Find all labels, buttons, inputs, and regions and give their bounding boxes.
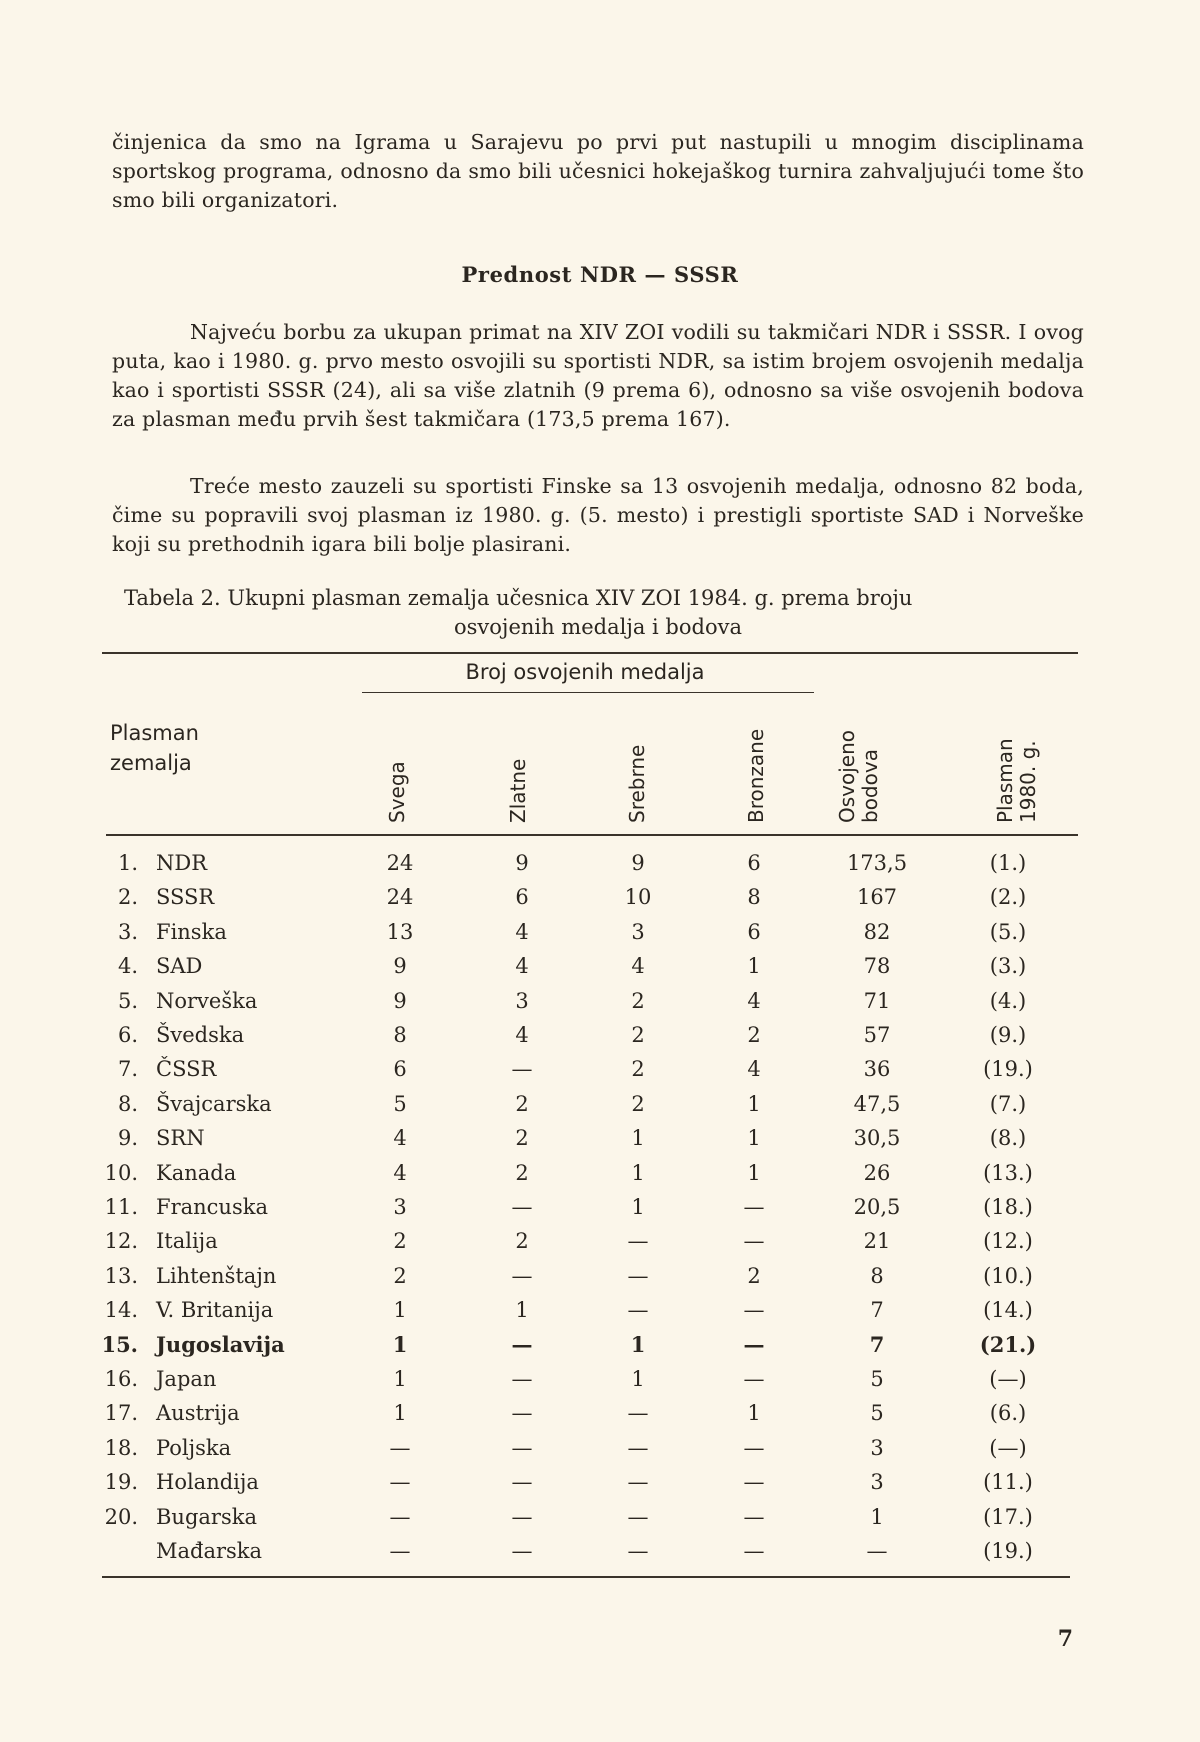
cell-plasman: (17.) <box>983 1504 1033 1529</box>
table-row <box>0 1534 1200 1568</box>
cell-bronzane: 6 <box>747 851 761 875</box>
medals-group-header: Broj osvojenih medalja <box>465 660 705 684</box>
cell-bodovi: 173,5 <box>846 851 908 875</box>
col-header-bodovi-line-1: Osvojeno <box>835 729 859 823</box>
cell-srebrne: 1 <box>631 1195 645 1219</box>
cell-country: Poljska <box>156 1435 232 1460</box>
cell-svega: 3 <box>393 1195 407 1219</box>
cell-plasman: (2.) <box>989 885 1027 910</box>
cell-srebrne: 10 <box>624 885 652 910</box>
cell-bronzane: 4 <box>747 988 761 1013</box>
table-row <box>0 915 1200 949</box>
table-row <box>0 1293 1200 1327</box>
cell-bronzane: — <box>743 1435 765 1460</box>
cell-plasman: (21.) <box>979 1331 1037 1357</box>
medals-group-rule <box>362 692 814 693</box>
table-row <box>0 846 1200 880</box>
cell-country: Holandija <box>156 1470 259 1495</box>
paragraph-3-text: Treće mesto zauzeli su sportisti Finske sa 13 osvojenih medalja, odnosno 82 boda, čime su popravili svoj plasman iz 1980. g. (5. mesto) i prestigli sportiste SAD i Norveške koji su prethodnih igara bili bolje plasirani. <box>112 474 1084 556</box>
col-header-bronzane: Bronzane <box>744 728 768 823</box>
cell-plasman: (13.) <box>983 1160 1033 1185</box>
cell-bodovi: 7 <box>870 1298 884 1323</box>
cell-bronzane: 8 <box>747 885 761 910</box>
cell-bodovi: 36 <box>863 1057 891 1082</box>
cell-country: Italija <box>156 1229 218 1254</box>
cell-srebrne: 2 <box>631 1023 645 1047</box>
cell-srebrne: 2 <box>631 1057 645 1082</box>
cell-plasman: (19.) <box>983 1539 1033 1563</box>
cell-zlatne: — <box>511 1263 533 1288</box>
cell-srebrne: 1 <box>631 1160 645 1185</box>
paragraph-2-text: Najveću borbu za ukupan primat na XIV ZOI vodili su takmičari NDR i SSSR. I ovog puta, kao i 1980. g. prvo mesto osvojili su sportisti NDR, sa istim brojem osvojenih medalja kao i sportisti SSSR (24), ali sa više zlatnih (9 prema 6), odnosno sa više osvojenih bodova za plasman među prvih šest takmičara (173,5 prema 167). <box>112 320 1084 431</box>
cell-country: Kanada <box>156 1160 237 1185</box>
table-row <box>0 1156 1200 1190</box>
cell-bronzane: — <box>743 1367 765 1391</box>
cell-plasman: (8.) <box>989 1126 1027 1151</box>
cell-country: SAD <box>156 954 203 979</box>
cell-zlatne: — <box>511 1331 533 1357</box>
cell-zlatne: — <box>511 1367 533 1391</box>
table-row <box>0 1259 1200 1293</box>
table-row <box>0 1121 1200 1155</box>
cell-rank: 10. <box>104 1160 138 1185</box>
cell-country: Lihtenštajn <box>156 1263 277 1288</box>
cell-plasman: (19.) <box>983 1057 1033 1082</box>
cell-bronzane: — <box>743 1298 765 1323</box>
cell-bodovi: 71 <box>863 988 891 1013</box>
cell-bronzane: — <box>743 1195 765 1219</box>
table-row <box>0 1396 1200 1430</box>
cell-srebrne: 3 <box>631 919 645 944</box>
cell-plasman: (3.) <box>989 954 1027 979</box>
cell-zlatne: 3 <box>515 988 529 1013</box>
cell-rank: 15. <box>101 1331 138 1357</box>
row-header-line-2: zemalja <box>110 751 192 775</box>
cell-rank: 2. <box>117 885 138 910</box>
cell-svega: 9 <box>393 988 407 1013</box>
cell-svega: — <box>389 1470 411 1495</box>
cell-rank: 16. <box>104 1367 138 1391</box>
cell-bronzane: — <box>743 1504 765 1529</box>
cell-plasman: (5.) <box>989 919 1027 944</box>
cell-bronzane: — <box>743 1331 765 1357</box>
cell-rank: 1. <box>117 851 138 875</box>
cell-zlatne: — <box>511 1470 533 1495</box>
cell-svega: 1 <box>392 1331 408 1357</box>
cell-svega: 24 <box>386 851 414 875</box>
cell-svega: 9 <box>393 954 407 979</box>
cell-bodovi: 8 <box>870 1263 884 1288</box>
cell-country: NDR <box>156 851 208 875</box>
cell-country: Francuska <box>156 1195 268 1219</box>
cell-zlatne: 6 <box>515 885 529 910</box>
cell-bodovi: 167 <box>856 885 898 910</box>
cell-svega: 1 <box>393 1401 407 1426</box>
cell-svega: 13 <box>386 919 414 944</box>
paragraph-3 <box>112 472 1084 559</box>
cell-svega: 1 <box>393 1367 407 1391</box>
cell-zlatne: 2 <box>515 1160 529 1185</box>
cell-rank: 19. <box>104 1470 138 1495</box>
cell-country: SRN <box>156 1126 205 1151</box>
table-caption-line-2: osvojenih medalja i bodova <box>454 615 742 639</box>
table-row <box>0 880 1200 914</box>
cell-bronzane: 1 <box>747 1126 761 1151</box>
row-header-line-1: Plasman <box>110 721 199 745</box>
cell-country: V. Britanija <box>156 1298 274 1323</box>
cell-zlatne: — <box>511 1401 533 1426</box>
col-header-plasman-line-1: Plasman <box>993 738 1017 823</box>
cell-bronzane: — <box>743 1229 765 1254</box>
cell-rank: 14. <box>104 1298 138 1323</box>
cell-srebrne: 1 <box>630 1331 646 1357</box>
cell-rank: 5. <box>117 988 138 1013</box>
cell-bodovi: 1 <box>870 1504 884 1529</box>
cell-rank: 3. <box>117 919 138 944</box>
cell-country: Austrija <box>156 1401 240 1426</box>
col-header-bodovi <box>836 705 886 823</box>
cell-bronzane: — <box>743 1470 765 1495</box>
col-header-bodovi-line-2: bodova <box>858 749 882 823</box>
cell-bronzane: 1 <box>747 1091 761 1116</box>
cell-plasman: (18.) <box>983 1195 1033 1219</box>
cell-rank: 13. <box>104 1263 138 1288</box>
cell-svega: 2 <box>393 1229 407 1254</box>
cell-bodovi: 3 <box>870 1470 884 1495</box>
cell-plasman: (14.) <box>983 1298 1033 1323</box>
cell-plasman: (9.) <box>989 1023 1027 1047</box>
table-row <box>0 1431 1200 1465</box>
cell-svega: 1 <box>393 1298 407 1323</box>
cell-srebrne: 4 <box>631 954 645 979</box>
cell-zlatne: — <box>511 1435 533 1460</box>
cell-country: SSSR <box>156 885 215 910</box>
cell-srebrne: — <box>627 1470 649 1495</box>
row-header <box>110 718 199 778</box>
table-row <box>0 1190 1200 1224</box>
cell-bronzane: 4 <box>747 1057 761 1082</box>
table-top-rule <box>102 652 1078 654</box>
table-row <box>0 1362 1200 1396</box>
section-heading: Prednost NDR — SSSR <box>461 262 739 287</box>
cell-bronzane: 2 <box>747 1023 761 1047</box>
cell-country: Švajcarska <box>156 1091 272 1116</box>
cell-plasman: (6.) <box>989 1401 1027 1426</box>
cell-srebrne: — <box>627 1401 649 1426</box>
cell-svega: 8 <box>393 1023 407 1047</box>
cell-plasman: (10.) <box>983 1263 1033 1288</box>
table-row <box>0 1328 1200 1362</box>
cell-plasman: (12.) <box>983 1229 1033 1254</box>
cell-srebrne: 9 <box>631 851 645 875</box>
cell-srebrne: — <box>627 1229 649 1254</box>
cell-zlatne: 2 <box>515 1126 529 1151</box>
table-caption-line-1: Tabela 2. Ukupni plasman zemalja učesnica XIV ZOI 1984. g. prema broju <box>124 586 913 610</box>
cell-bronzane: 2 <box>747 1263 761 1288</box>
paragraph-2 <box>112 318 1084 434</box>
table-row <box>0 1500 1200 1534</box>
cell-svega: 4 <box>393 1126 407 1151</box>
cell-bodovi: 82 <box>863 919 891 944</box>
cell-bodovi: 3 <box>870 1435 884 1460</box>
cell-zlatne: 2 <box>515 1229 529 1254</box>
cell-svega: 4 <box>393 1160 407 1185</box>
cell-bronzane: — <box>743 1539 765 1563</box>
cell-country: Mađarska <box>156 1539 263 1563</box>
cell-bodovi: 57 <box>863 1023 891 1047</box>
cell-country: Finska <box>156 919 227 944</box>
cell-svega: 24 <box>386 885 414 910</box>
table-row <box>0 1052 1200 1086</box>
cell-country: ČSSR <box>156 1057 217 1082</box>
cell-bodovi: 7 <box>869 1331 885 1357</box>
cell-svega: 2 <box>393 1263 407 1288</box>
table-row <box>0 984 1200 1018</box>
cell-plasman: (—) <box>989 1367 1027 1391</box>
cell-plasman: (—) <box>989 1435 1027 1460</box>
cell-rank: 18. <box>104 1435 138 1460</box>
cell-zlatne: 2 <box>515 1091 529 1116</box>
cell-zlatne: 4 <box>515 1023 529 1047</box>
col-header-zlatne: Zlatne <box>506 758 530 823</box>
cell-bodovi: 5 <box>870 1367 884 1391</box>
cell-rank: 17. <box>104 1401 138 1426</box>
col-header-plasman-line-2: 1980. g. <box>1016 740 1040 823</box>
cell-srebrne: — <box>627 1263 649 1288</box>
cell-bodovi: 5 <box>870 1401 884 1426</box>
cell-svega: — <box>389 1504 411 1529</box>
cell-plasman: (7.) <box>989 1091 1027 1116</box>
cell-bodovi: 78 <box>863 954 891 979</box>
table-row <box>0 1465 1200 1499</box>
page-number: 7 <box>1057 1626 1073 1652</box>
cell-srebrne: — <box>627 1539 649 1563</box>
cell-svega: — <box>389 1539 411 1563</box>
cell-rank: 20. <box>104 1504 138 1529</box>
cell-srebrne: — <box>627 1435 649 1460</box>
col-header-svega: Svega <box>385 761 409 823</box>
cell-svega: 6 <box>393 1057 407 1082</box>
table-row <box>0 1018 1200 1052</box>
cell-bodovi: 30,5 <box>853 1126 901 1151</box>
cell-country: Japan <box>156 1367 217 1391</box>
table-caption <box>112 584 1084 642</box>
table-row <box>0 1224 1200 1258</box>
cell-rank: 6. <box>117 1023 138 1047</box>
cell-bodovi: 21 <box>863 1229 891 1254</box>
table-header-rule <box>106 834 1078 836</box>
cell-zlatne: — <box>511 1539 533 1563</box>
cell-zlatne: 9 <box>515 851 529 875</box>
cell-zlatne: — <box>511 1057 533 1082</box>
cell-rank: 7. <box>117 1057 138 1082</box>
cell-zlatne: 4 <box>515 954 529 979</box>
cell-zlatne: 4 <box>515 919 529 944</box>
cell-country: Norveška <box>156 988 258 1013</box>
cell-bodovi: — <box>866 1539 888 1563</box>
cell-srebrne: 1 <box>631 1126 645 1151</box>
cell-rank: 11. <box>104 1195 138 1219</box>
cell-bronzane: 6 <box>747 919 761 944</box>
cell-srebrne: 2 <box>631 1091 645 1116</box>
cell-country: Jugoslavija <box>156 1331 285 1357</box>
cell-srebrne: 2 <box>631 988 645 1013</box>
table-bottom-rule <box>102 1576 1070 1578</box>
cell-bronzane: 1 <box>747 1160 761 1185</box>
col-header-plasman-1980 <box>994 705 1044 823</box>
cell-svega: 5 <box>393 1091 407 1116</box>
cell-zlatne: 1 <box>515 1298 529 1323</box>
cell-svega: — <box>389 1435 411 1460</box>
cell-plasman: (11.) <box>983 1470 1033 1495</box>
cell-country: Švedska <box>156 1023 245 1047</box>
cell-srebrne: — <box>627 1298 649 1323</box>
cell-zlatne: — <box>511 1195 533 1219</box>
cell-srebrne: — <box>627 1504 649 1529</box>
col-header-srebrne: Srebrne <box>625 744 649 823</box>
cell-rank: 4. <box>117 954 138 979</box>
table-row <box>0 949 1200 983</box>
cell-plasman: (1.) <box>989 851 1027 875</box>
cell-plasman: (4.) <box>989 988 1027 1013</box>
cell-bronzane: 1 <box>747 1401 761 1426</box>
cell-rank: 12. <box>104 1229 138 1254</box>
table-row <box>0 1087 1200 1121</box>
cell-rank: 8. <box>117 1091 138 1116</box>
cell-bodovi: 26 <box>863 1160 891 1185</box>
cell-zlatne: — <box>511 1504 533 1529</box>
cell-srebrne: 1 <box>631 1367 645 1391</box>
cell-rank: 9. <box>117 1126 138 1151</box>
intro-paragraph: činjenica da smo na Igrama u Sarajevu po prvi put nastupili u mnogim disciplinama sportskog programa, odnosno da smo bili učesnici hokejaškog turnira zahvaljujući tome što smo bili organizatori. <box>112 130 1084 212</box>
cell-bodovi: 47,5 <box>853 1091 901 1116</box>
cell-bodovi: 20,5 <box>853 1195 901 1219</box>
cell-bronzane: 1 <box>747 954 761 979</box>
cell-country: Bugarska <box>156 1504 257 1529</box>
